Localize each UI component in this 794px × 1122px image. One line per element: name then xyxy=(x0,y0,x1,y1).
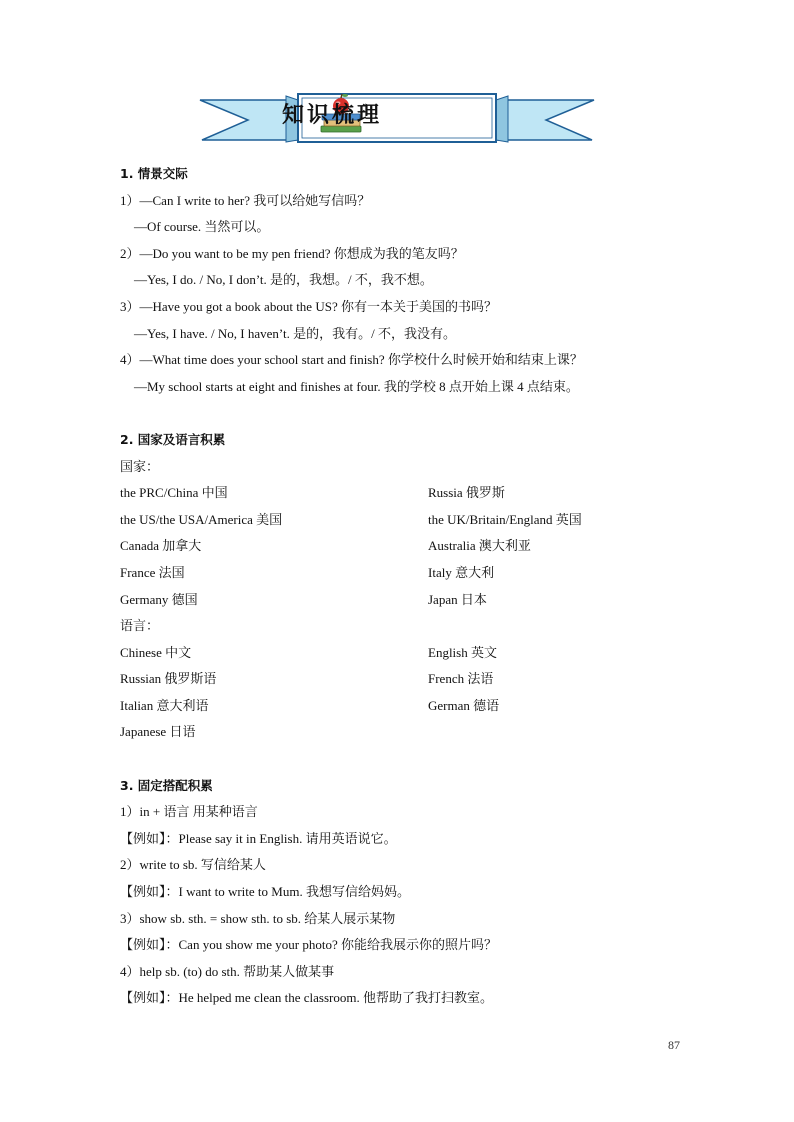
country-row xyxy=(120,560,680,587)
example-line: 【例如】：Can you show me your photo? 你能给我展示你的照片吗？ xyxy=(120,937,497,953)
country-row xyxy=(120,480,680,507)
section3-heading: 3. 固定搭配积累 xyxy=(120,777,213,793)
language-item xyxy=(428,719,680,746)
dialogue-line: —Of course. 当然可以。 xyxy=(134,219,270,235)
phrase-line: 1）in + 语言 用某种语言 xyxy=(120,804,258,820)
country-item: the UK/Britain/England 英国 xyxy=(428,511,582,527)
language-row xyxy=(120,640,680,667)
dialogue-line: 1）—Can I write to her? 我可以给她写信吗？ xyxy=(120,192,371,208)
language-item: German 德语 xyxy=(428,697,500,713)
phrase-line: 4）help sb. (to) do sth. 帮助某人做某事 xyxy=(120,963,335,979)
spacer xyxy=(120,746,680,773)
document-content xyxy=(120,161,680,1012)
language-item: English 英文 xyxy=(428,644,497,660)
spacer xyxy=(120,400,680,427)
section2-heading: 2. 国家及语言积累 xyxy=(120,431,226,447)
section1-heading: 1. 情景交际 xyxy=(120,166,188,181)
language-item: French 法语 xyxy=(428,671,494,687)
country-item: Australia 澳大利亚 xyxy=(428,538,531,554)
phrase-line: 3）show sb. sth. = show sth. to sb. 给某人展示某物 xyxy=(120,910,396,926)
dialogue-line: 3）—Have you got a book about the US? 你有一本关于美国的书吗？ xyxy=(120,298,497,314)
language-item: Italian 意大利语 xyxy=(120,697,209,713)
banner-title: 知识梳理 xyxy=(282,103,383,128)
dialogue-line: —Yes, I do. / No, I don’t. 是的，我想。/ 不，我不想。 xyxy=(134,272,433,288)
language-row xyxy=(120,719,680,746)
country-row xyxy=(120,587,680,614)
dialogue-line: —My school starts at eight and finishes at four. 我的学校 8 点开始上课 4 点结束。 xyxy=(134,378,579,394)
dialogue-line: 4）—What time does your school start and finish? 你学校什么时候开始和结束上课？ xyxy=(120,352,583,368)
example-line: 【例如】：He helped me clean the classroom. 他帮助了我打扫教室。 xyxy=(120,990,493,1006)
country-item: the PRC/China 中国 xyxy=(120,485,228,501)
country-item: Germany 德国 xyxy=(120,591,198,607)
example-line: 【例如】：Please say it in English. 请用英语说它。 xyxy=(120,830,397,846)
dialogue-line: 2）—Do you want to be my pen friend? 你想成为我的笔友吗？ xyxy=(120,245,464,261)
country-item: Italy 意大利 xyxy=(428,564,495,580)
language-item: Japanese 日语 xyxy=(120,724,196,740)
example-line: 【例如】：I want to write to Mum. 我想写信给妈妈。 xyxy=(120,884,410,900)
language-row xyxy=(120,666,680,693)
dialogue-line: —Yes, I have. / No, I haven’t. 是的，我有。/ 不，我没有。 xyxy=(134,325,456,341)
country-item: Russia 俄罗斯 xyxy=(428,485,505,501)
languages-label: 语言： xyxy=(120,618,160,634)
country-item: the US/the USA/America 美国 xyxy=(120,511,283,527)
language-item: Russian 俄罗斯语 xyxy=(120,671,217,687)
countries-label: 国家： xyxy=(120,458,160,474)
country-row xyxy=(120,507,680,534)
language-item: Chinese 中文 xyxy=(120,644,192,660)
country-item: Canada 加拿大 xyxy=(120,538,202,554)
section-banner xyxy=(198,92,596,146)
country-item: Japan 日本 xyxy=(428,591,487,607)
page-number: 87 xyxy=(668,1038,680,1052)
language-row xyxy=(120,693,680,720)
country-row xyxy=(120,533,680,560)
phrase-line: 2）write to sb. 写信给某人 xyxy=(120,857,266,873)
country-item: France 法国 xyxy=(120,564,185,580)
